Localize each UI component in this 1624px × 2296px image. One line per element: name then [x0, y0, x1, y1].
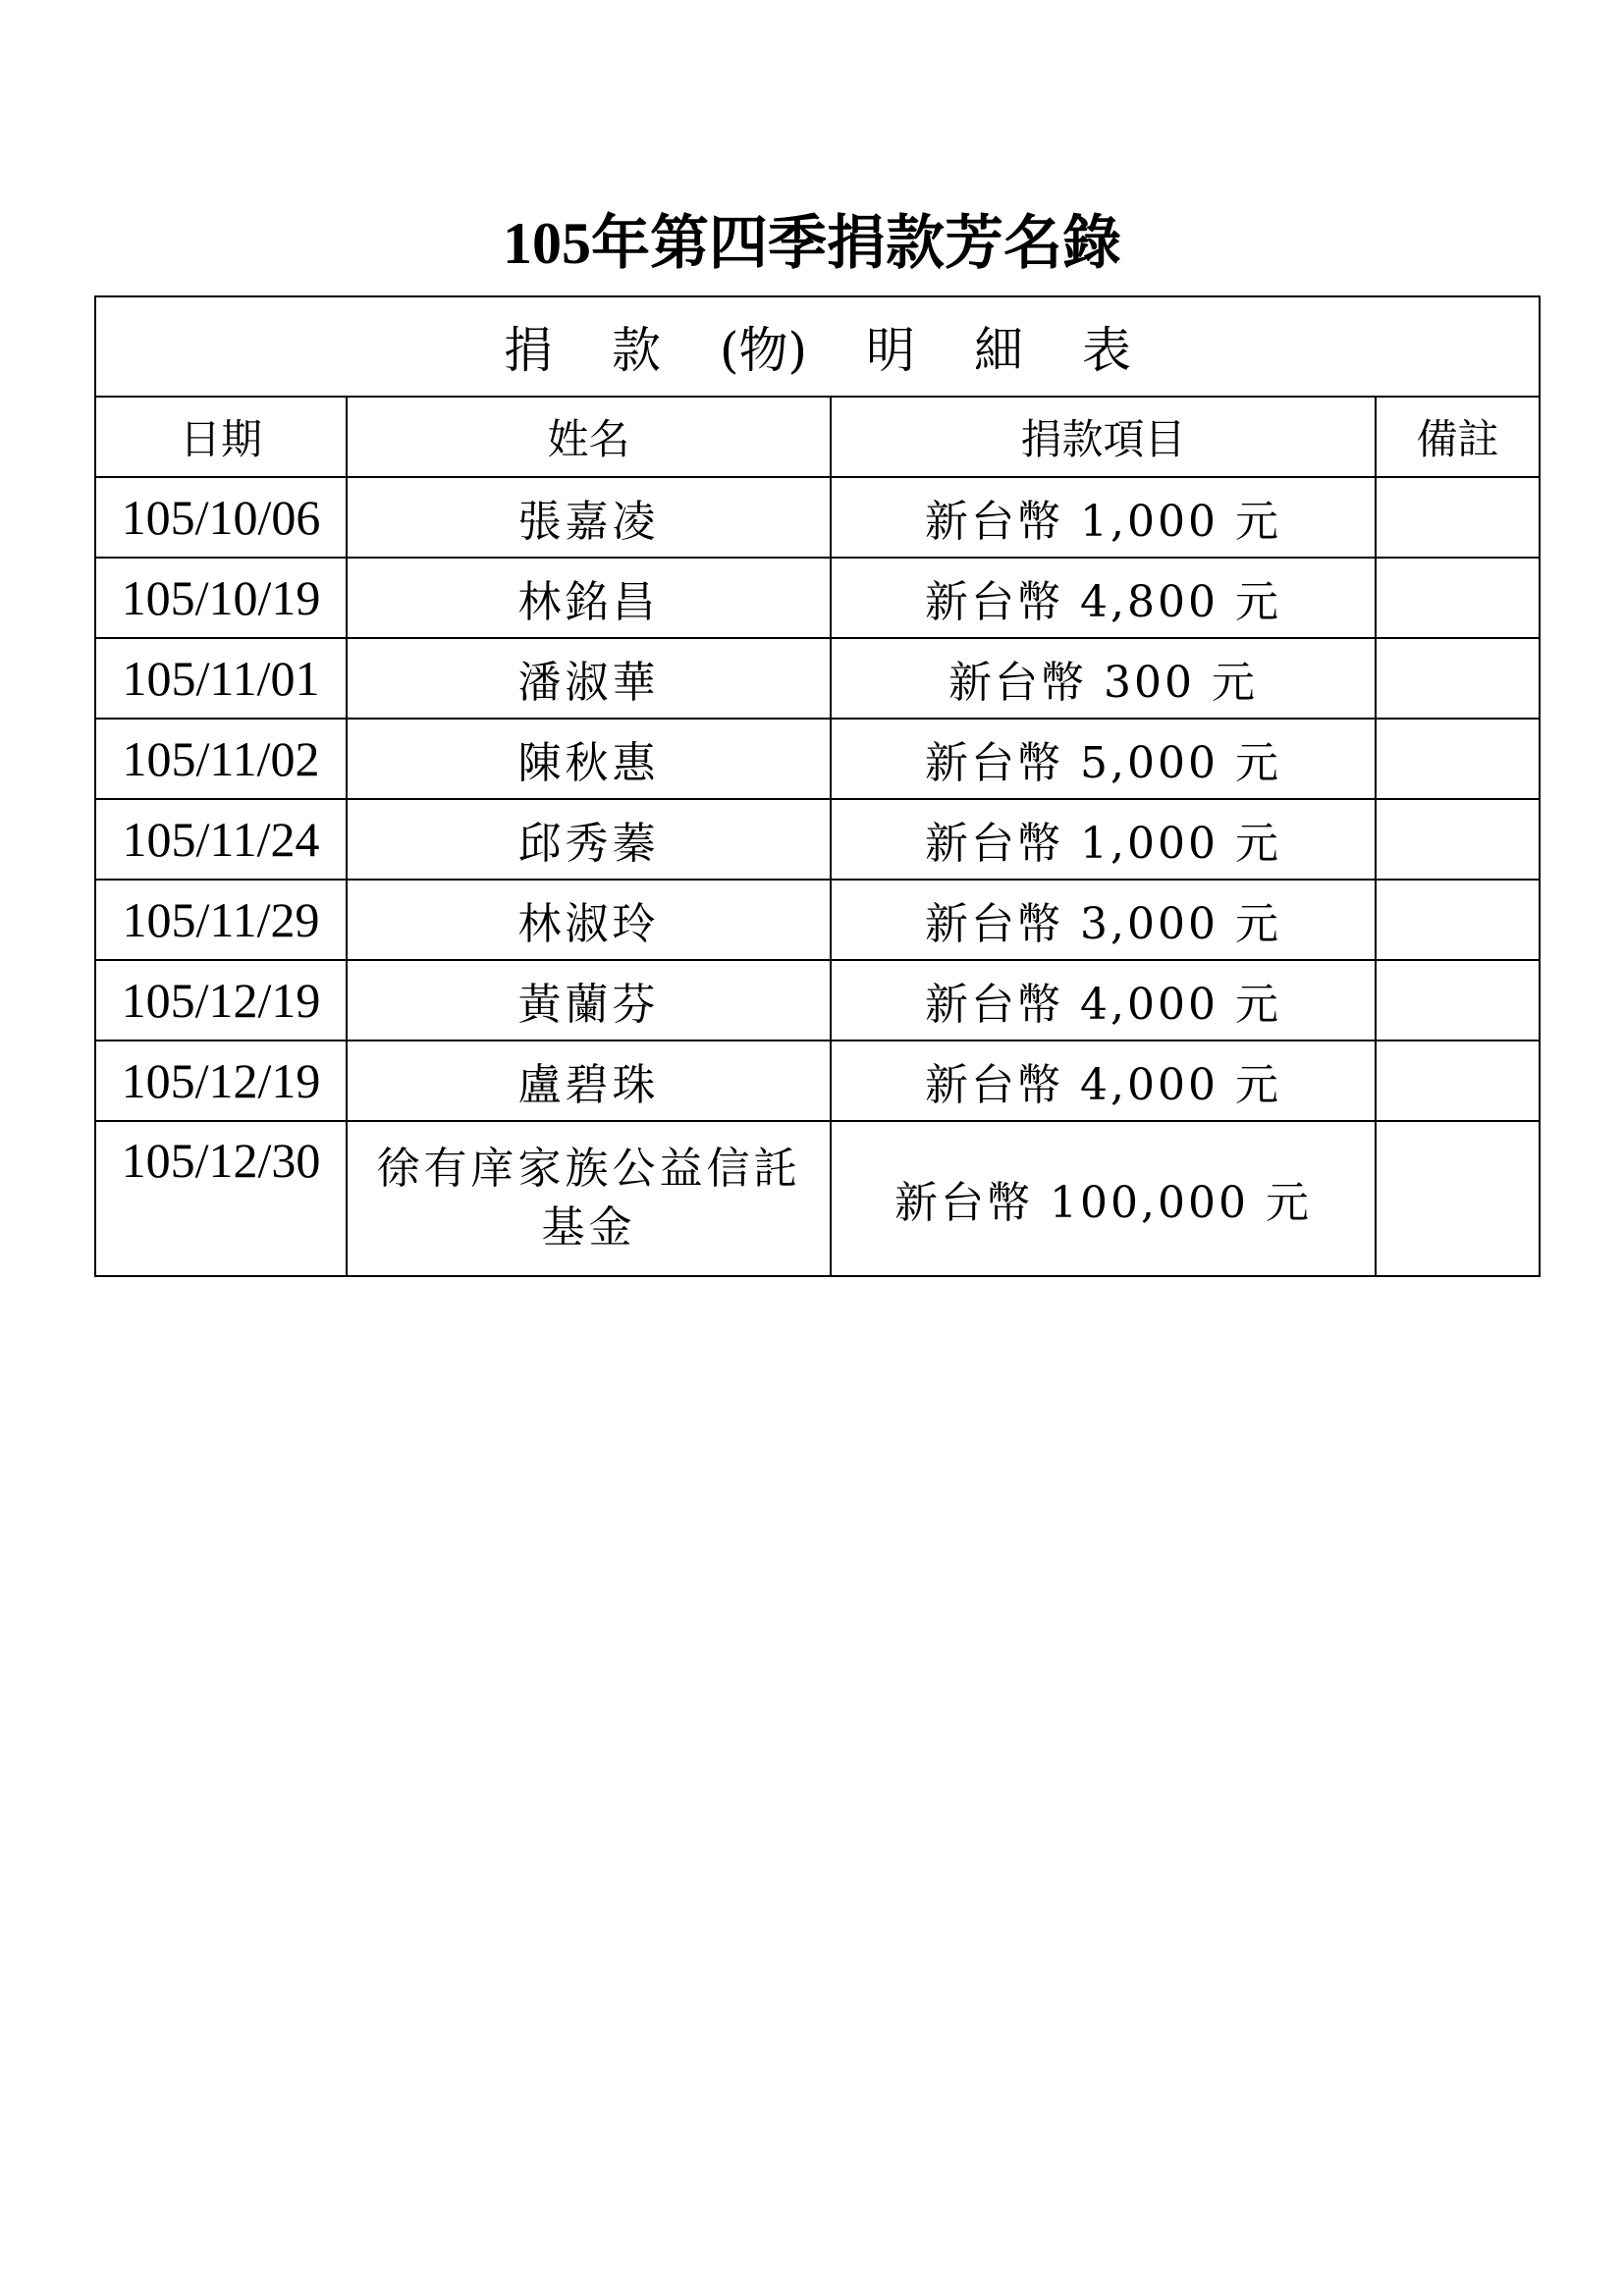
cell-date: 105/11/01 — [95, 638, 347, 719]
table-row — [95, 1121, 1540, 1276]
cell-note — [1376, 638, 1540, 719]
cell-name: 黃蘭芬 — [347, 960, 831, 1041]
cell-note — [1376, 960, 1540, 1041]
cell-note — [1376, 719, 1540, 799]
cell-item: 新台幣 300 元 — [831, 638, 1376, 719]
cell-note — [1376, 558, 1540, 638]
header-date: 日期 — [95, 397, 347, 477]
table-row — [95, 558, 1540, 638]
table-header-row — [95, 397, 1540, 477]
cell-name: 張嘉凌 — [347, 477, 831, 558]
table-row — [95, 960, 1540, 1041]
table-row — [95, 880, 1540, 960]
cell-item: 新台幣 4,000 元 — [831, 960, 1376, 1041]
table-caption — [95, 296, 1540, 397]
cell-item: 新台幣 1,000 元 — [831, 799, 1376, 880]
header-note: 備註 — [1376, 397, 1540, 477]
caption-char: 表 — [1082, 322, 1132, 379]
caption-char: 細 — [974, 322, 1024, 379]
cell-name: 徐有庠家族公益信託基金 — [347, 1121, 831, 1276]
cell-item: 新台幣 4,800 元 — [831, 558, 1376, 638]
cell-date: 105/12/19 — [95, 1041, 347, 1121]
header-item: 捐款項目 — [831, 397, 1376, 477]
cell-note — [1376, 1121, 1540, 1276]
table-row — [95, 1041, 1540, 1121]
cell-name: 邱秀蓁 — [347, 799, 831, 880]
cell-date: 105/12/19 — [95, 960, 347, 1041]
caption-char: (物) — [720, 322, 808, 379]
cell-date: 105/10/06 — [95, 477, 347, 558]
cell-note — [1376, 1041, 1540, 1121]
cell-item: 新台幣 5,000 元 — [831, 719, 1376, 799]
cell-name: 陳秋惠 — [347, 719, 831, 799]
table-caption-row — [95, 296, 1540, 397]
cell-item: 新台幣 1,000 元 — [831, 477, 1376, 558]
cell-item: 新台幣 100,000 元 — [831, 1121, 1376, 1276]
table-caption-text — [474, 322, 1161, 379]
table-row — [95, 799, 1540, 880]
cell-note — [1376, 799, 1540, 880]
caption-char: 捐 — [504, 322, 553, 379]
cell-date: 105/11/02 — [95, 719, 347, 799]
header-name: 姓名 — [347, 397, 831, 477]
cell-date: 105/10/19 — [95, 558, 347, 638]
table-row — [95, 638, 1540, 719]
cell-item: 新台幣 3,000 元 — [831, 880, 1376, 960]
cell-date: 105/11/24 — [95, 799, 347, 880]
cell-item: 新台幣 4,000 元 — [831, 1041, 1376, 1121]
table-row — [95, 477, 1540, 558]
cell-name: 潘淑華 — [347, 638, 831, 719]
cell-date: 105/11/29 — [95, 880, 347, 960]
page-title: 105年第四季捐款芳名錄 — [503, 211, 1121, 276]
cell-name: 盧碧珠 — [347, 1041, 831, 1121]
donation-table — [94, 295, 1541, 1277]
cell-name: 林銘昌 — [347, 558, 831, 638]
table-row — [95, 719, 1540, 799]
caption-char: 明 — [866, 322, 916, 379]
caption-char: 款 — [612, 322, 661, 379]
cell-date: 105/12/30 — [95, 1121, 347, 1276]
cell-name: 林淑玲 — [347, 880, 831, 960]
cell-note — [1376, 880, 1540, 960]
cell-note — [1376, 477, 1540, 558]
